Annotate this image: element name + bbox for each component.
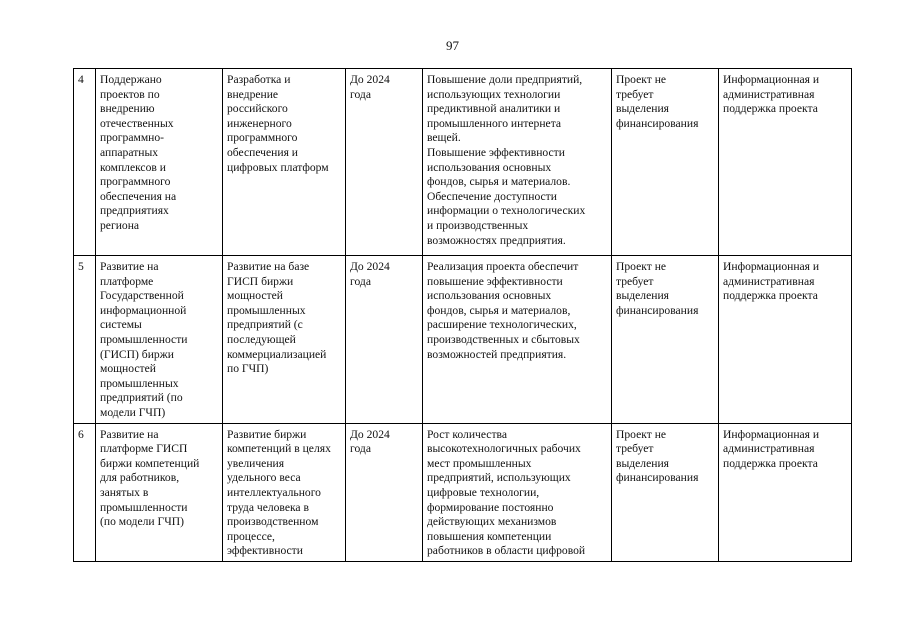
support-cell <box>719 423 852 561</box>
support: Информационная и административная поддержка проекта <box>723 427 820 470</box>
project-name: Развитие на платформе Государственной информационной системы промышленности (ГИСП) биржи мощностей промышленных предприятий (по модели ГЧП) <box>100 260 188 419</box>
row-number-cell <box>74 256 96 424</box>
financing: Проект не требует выделения финансирования <box>616 427 699 485</box>
expected-result: Повышение доли предприятий, использующих технологии предиктивной аналитики и промышленного интернета вещей. Повышение эффективности использования основных фондов, сырья и материалов. Обеспечение доступности информации о технологических и производственных возможностях предприятия. <box>427 73 586 247</box>
deadline: До 2024 года <box>350 427 390 456</box>
project-description: Развитие на базе ГИСП биржи мощностей промышленных предприятий (с последующей коммерциализацией по ГЧП) <box>227 260 327 376</box>
project-name-cell <box>96 423 223 561</box>
financing: Проект не требует выделения финансирования <box>616 260 699 317</box>
table-row <box>74 423 852 561</box>
support: Информационная и административная поддержка проекта <box>723 260 820 303</box>
deadline: До 2024 года <box>350 260 390 288</box>
support: Информационная и административная поддержка проекта <box>723 73 820 116</box>
project-description-cell <box>223 423 346 561</box>
page-number: 97 <box>446 38 459 53</box>
row-number: 6 <box>78 427 84 441</box>
project-description-cell <box>223 256 346 424</box>
projects-table <box>73 68 852 562</box>
project-description: Разработка и внедрение российского инженерного программного обеспечения и цифровых платформ <box>227 73 329 174</box>
project-description-cell <box>223 69 346 256</box>
project-name-cell <box>96 256 223 424</box>
expected-result: Реализация проекта обеспечит повышение эффективности использования основных фондов, сырья и материалов, расширение технологических, производственных и сбытовых возможностей предприятия. <box>427 260 580 361</box>
support-cell <box>719 256 852 424</box>
row-number-cell <box>74 69 96 256</box>
expected-result: Рост количества высокотехнологичных рабочих мест промышленных предприятий, использующих цифровые технологии, формирование постоянно действующих механизмов повышения компетенции работников в области цифровой <box>427 427 586 558</box>
table-row <box>74 69 852 256</box>
expected-result-cell <box>423 69 612 256</box>
financing: Проект не требует выделения финансирования <box>616 73 699 130</box>
financing-cell <box>612 69 719 256</box>
support-cell <box>719 69 852 256</box>
financing-cell <box>612 256 719 424</box>
deadline-cell <box>346 423 423 561</box>
table-row <box>74 256 852 424</box>
project-name: Поддержано проектов по внедрению отечественных программно- аппаратных комплексов и программного обеспечения на предприятиях региона <box>100 73 177 232</box>
project-name-cell <box>96 69 223 256</box>
row-number-cell <box>74 423 96 561</box>
project-description: Развитие биржи компетенций в целях увеличения удельного веса интеллектуального труда человека в производственном процессе, эффективности <box>227 427 331 558</box>
deadline-cell <box>346 256 423 424</box>
deadline: До 2024 года <box>350 73 390 101</box>
financing-cell <box>612 423 719 561</box>
row-number: 4 <box>78 73 84 86</box>
expected-result-cell <box>423 256 612 424</box>
expected-result-cell <box>423 423 612 561</box>
deadline-cell <box>346 69 423 256</box>
project-name: Развитие на платформе ГИСП биржи компетенций для работников, занятых в промышленности (по модели ГЧП) <box>100 427 200 529</box>
row-number: 5 <box>78 260 84 273</box>
